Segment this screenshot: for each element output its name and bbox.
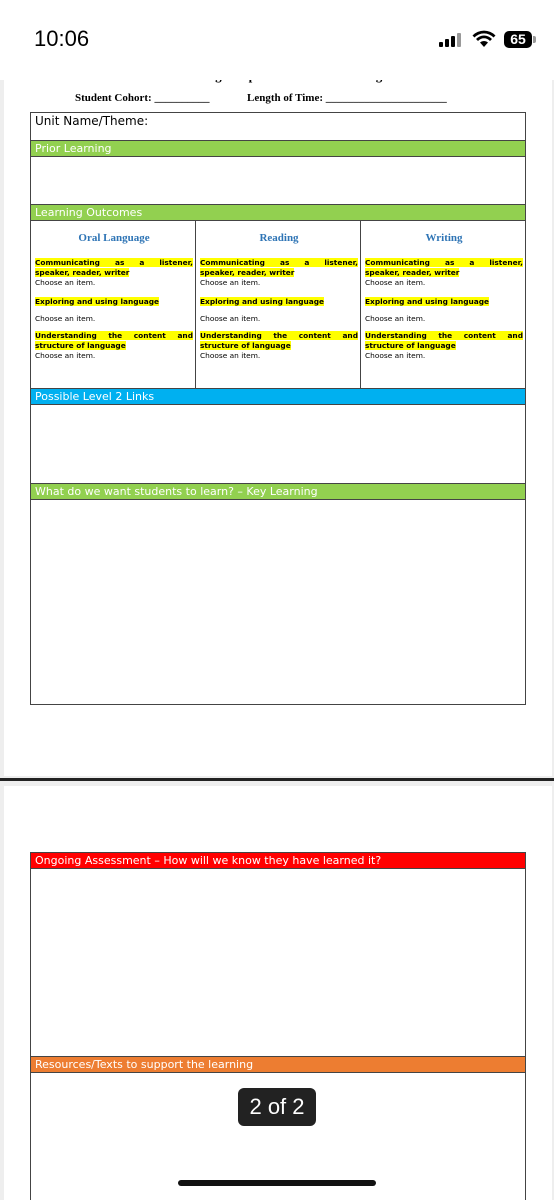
level2-links-header: Possible Level 2 Links	[31, 389, 525, 404]
row-divider	[30, 404, 526, 405]
choose-item-dropdown[interactable]: Choose an item.	[200, 278, 261, 287]
status-time: 10:06	[34, 26, 90, 51]
outcome-label: Communicating as a listener, speaker, reader, writer	[365, 258, 523, 277]
page-separator	[0, 778, 554, 781]
outcome-label: Understanding the content and structure of language	[365, 331, 523, 350]
choose-item-dropdown[interactable]: Choose an item.	[35, 314, 96, 323]
home-indicator[interactable]	[178, 1180, 376, 1186]
choose-item-dropdown[interactable]: Choose an item.	[365, 314, 426, 323]
outcome-label: Exploring and using language	[365, 297, 490, 306]
row-divider	[30, 1072, 526, 1073]
column-divider	[360, 220, 361, 388]
row-divider	[30, 220, 526, 221]
outcome-label: Communicating as a listener, speaker, reader, writer	[35, 258, 193, 277]
choose-item-dropdown[interactable]: Choose an item.	[200, 351, 261, 360]
oral-language-heading: Oral Language	[78, 232, 150, 244]
learning-outcomes-header: Learning Outcomes	[31, 205, 525, 220]
reading-heading: Reading	[259, 232, 299, 244]
reading-column	[198, 222, 360, 388]
key-learning-header: What do we want students to learn? – Key Learning	[31, 484, 525, 499]
choose-item-dropdown[interactable]: Choose an item.	[35, 278, 96, 287]
row-divider	[30, 868, 526, 869]
choose-item-dropdown[interactable]: Choose an item.	[365, 278, 426, 287]
planning-table	[30, 112, 526, 705]
battery-icon: 65	[504, 31, 532, 48]
row-divider	[30, 156, 526, 157]
writing-heading: Writing	[425, 232, 463, 244]
row-divider	[30, 499, 526, 500]
choose-item-dropdown[interactable]: Choose an item.	[35, 351, 96, 360]
choose-item-dropdown[interactable]: Choose an item.	[365, 351, 426, 360]
ongoing-assessment-header: Ongoing Assessment – How will we know they have learned it?	[31, 853, 525, 868]
outcome-label: Understanding the content and structure of language	[35, 331, 193, 350]
choose-item-dropdown[interactable]: Choose an item.	[200, 314, 261, 323]
oral-language-column	[33, 222, 195, 388]
column-divider	[195, 220, 196, 388]
page-indicator: 2 of 2	[238, 1088, 316, 1126]
wifi-icon	[472, 30, 496, 48]
writing-column	[363, 222, 525, 388]
outcome-label: Exploring and using language	[35, 297, 160, 306]
length-of-time-label: Length of Time: ______________________	[247, 92, 447, 104]
outcome-label: Understanding the content and structure of language	[200, 331, 358, 350]
planning-table-continued	[30, 852, 526, 1200]
resources-header: Resources/Texts to support the learning	[31, 1057, 525, 1072]
battery-tip	[533, 36, 536, 43]
cellular-signal-icon	[439, 33, 461, 47]
prior-learning-header: Prior Learning	[31, 141, 525, 156]
status-bar	[0, 0, 554, 80]
unit-name-label: Unit Name/Theme:	[35, 114, 149, 128]
outcome-label: Communicating as a listener, speaker, reader, writer	[200, 258, 358, 277]
outcome-label: Exploring and using language	[200, 297, 325, 306]
student-cohort-label: Student Cohort: __________	[75, 92, 210, 104]
